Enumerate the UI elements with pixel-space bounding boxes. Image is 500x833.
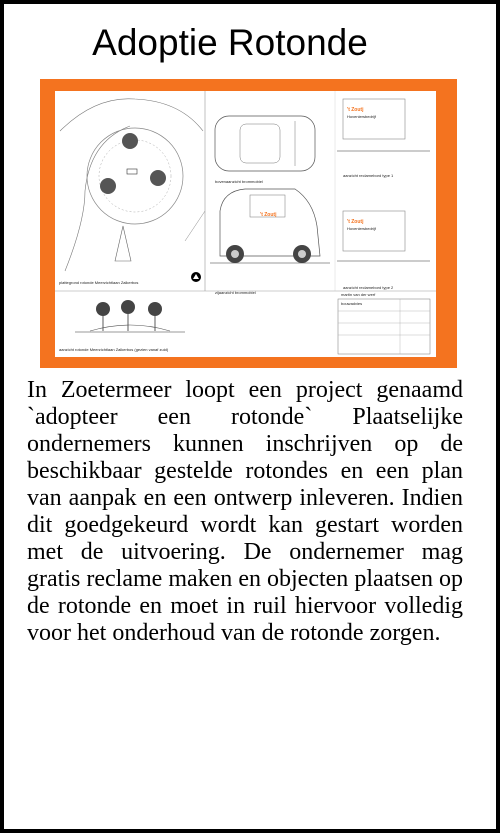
car-top-view bbox=[215, 116, 315, 184]
billboard-2-label: aanzicht reclamebord type 2 bbox=[343, 285, 394, 290]
title-block bbox=[338, 292, 430, 354]
designer-sub: bouwadvies bbox=[341, 301, 363, 306]
billboard-2-logo: 't Zoutj bbox=[347, 219, 364, 225]
design-drawing-svg bbox=[55, 91, 436, 357]
design-drawing bbox=[55, 91, 436, 357]
billboard-type-1 bbox=[337, 99, 430, 178]
roundabout-section-view bbox=[59, 300, 185, 352]
plan-label: plattegrond rotonde Meerzichtlaan Zalkerbos bbox=[59, 280, 139, 285]
body-paragraph: In Zoetermeer loopt een project genaamd `adopteer een rotonde` Plaatselijke ondernemers kunnen inschrijven op de beschikbaar gestelde rotondes en een plan van aanpak en een ontwerp inleveren. Indien dit goedgekeurd wordt kan gestart worden met de uitvoering. De ondernemer mag gratis reclame maken en objecten plaatsen op de rotonde en moet in ruil hiervoor volledig voor het onderhoud van de rotonde zorgen. bbox=[27, 377, 463, 646]
car-logo: 't Zoutj bbox=[260, 212, 277, 218]
billboard-1-label: aanzicht reclamebord type 1 bbox=[343, 173, 394, 178]
billboard-1-sub: Hoveniersbedrijf bbox=[347, 114, 376, 119]
page-title: Adoptie Rotonde bbox=[92, 22, 368, 63]
sideview-label: zijaanzicht brommobiel bbox=[215, 290, 256, 295]
billboard-type-2 bbox=[337, 211, 430, 290]
car-side-view bbox=[210, 189, 330, 295]
roundabout-plan bbox=[59, 99, 205, 285]
section-label: aanzicht rotonde Meerzichtlaan Zalkerbos (gezien vanaf zuid) bbox=[59, 347, 169, 352]
billboard-2-sub: Hoveniersbedrijf bbox=[347, 226, 376, 231]
topview-label: bovenaanzicht brommobiel bbox=[215, 179, 263, 184]
billboard-1-logo: 't Zoutj bbox=[347, 107, 364, 113]
designer-name: martin van der werf bbox=[341, 292, 376, 297]
